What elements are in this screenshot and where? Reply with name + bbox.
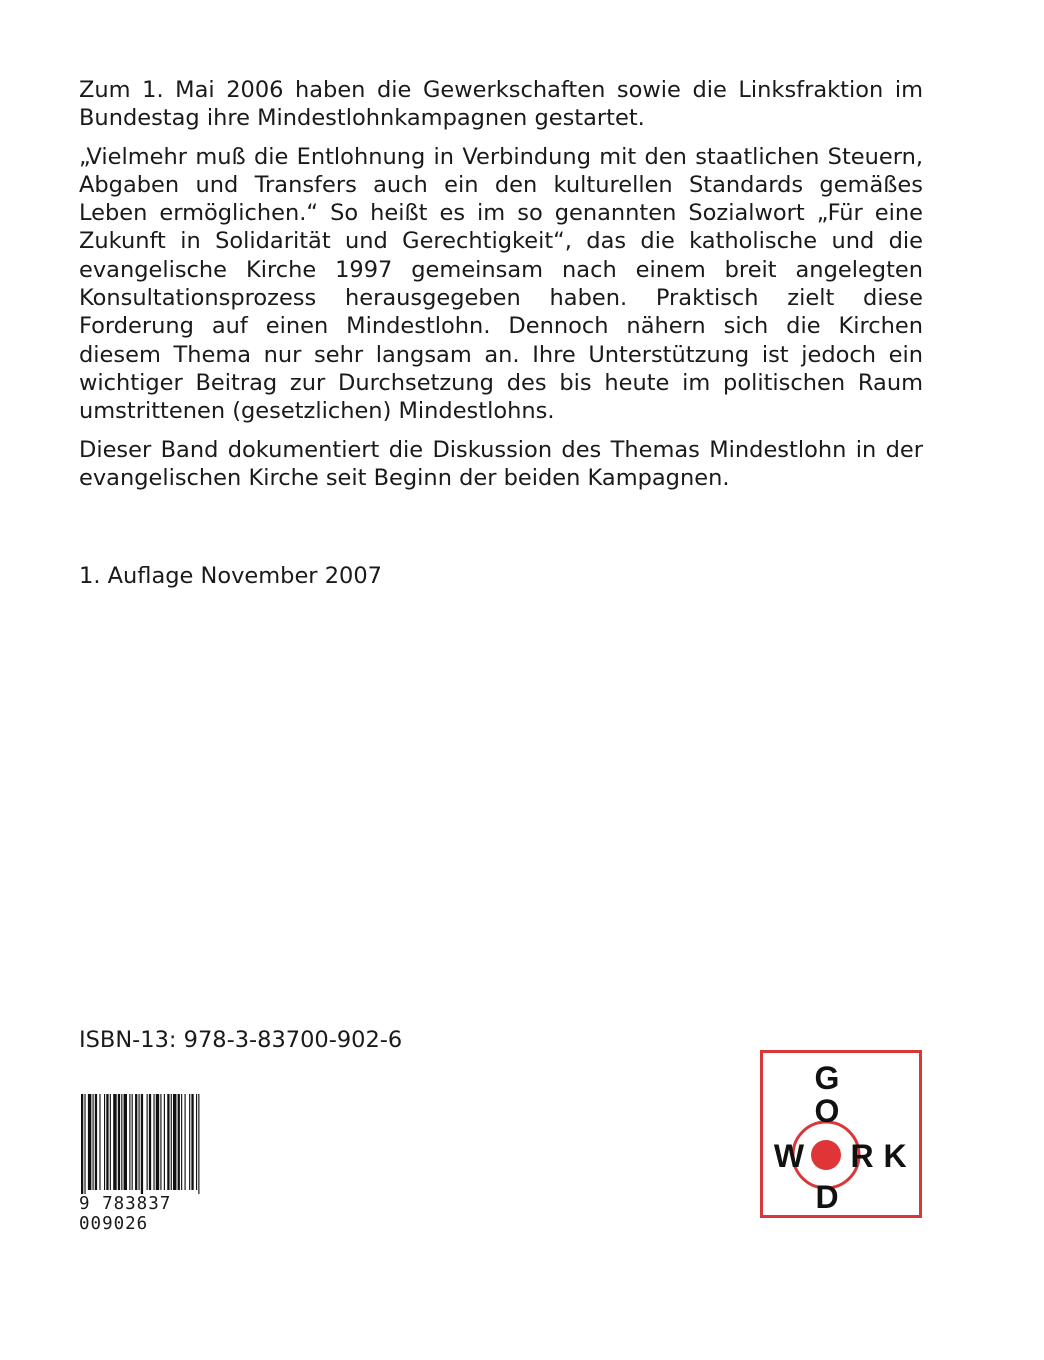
barcode-bar bbox=[118, 1094, 120, 1190]
barcode-bar bbox=[129, 1094, 130, 1190]
barcode-bars bbox=[79, 1094, 237, 1194]
barcode-bar bbox=[93, 1094, 94, 1190]
barcode-bar bbox=[84, 1094, 85, 1194]
barcode-bar bbox=[156, 1094, 159, 1190]
barcode-bar bbox=[139, 1094, 140, 1190]
barcode-bar bbox=[171, 1094, 172, 1190]
barcode-bar bbox=[106, 1094, 108, 1190]
blurb-text bbox=[79, 76, 923, 502]
barcode-bar bbox=[173, 1094, 176, 1190]
barcode-bar bbox=[149, 1094, 151, 1190]
barcode-bar bbox=[167, 1094, 169, 1190]
barcode-bar bbox=[178, 1094, 180, 1190]
barcode-bar bbox=[185, 1094, 186, 1190]
logo-frame bbox=[762, 1052, 921, 1217]
isbn-line: ISBN-13: 978-3-83700-902-6 bbox=[79, 1027, 403, 1053]
barcode-bar bbox=[181, 1094, 182, 1190]
barcode-bar bbox=[124, 1094, 127, 1190]
barcode-bar bbox=[198, 1094, 199, 1194]
barcode-bar bbox=[147, 1094, 148, 1190]
barcode-bar bbox=[135, 1094, 137, 1190]
isbn-barcode bbox=[79, 1094, 237, 1234]
logo-letter-o: O bbox=[814, 1093, 840, 1129]
barcode-bar bbox=[81, 1094, 83, 1194]
logo-letter-d: D bbox=[815, 1179, 839, 1215]
barcode-bar bbox=[99, 1094, 100, 1190]
paragraph-quote: „Vielmehr muß die Entlohnung in Verbindung mit den staatlichen Steuern, Abgaben und Transfers auch ein den kulturellen Standards gemäßes Leben ermöglichen.“ So heißt es im so genannten Sozialwort „Für eine Zukunft in Solidarität und Gerechtigkeit“, das die katholische und die evangelische Kirche 1997 gemeinsam nach einem breit angelegten Konsultationsprozess herausgegeben haben. Praktisch zielt diese Forderung auf einen Mindestlohn. Dennoch nähern sich die Kirchen diesem Thema nur sehr langsam an. Ihre Unterstützung ist jedoch ein wichtiger Beitrag zur Durchsetzung des bis heute im politischen Raum umstrittenen (gesetzlichen) Mindestlohns. bbox=[79, 143, 923, 425]
barcode-bar bbox=[196, 1094, 197, 1190]
logo-graphic bbox=[760, 1050, 922, 1218]
barcode-bar bbox=[132, 1094, 133, 1190]
barcode-bar bbox=[141, 1094, 143, 1194]
edition-line: 1. Auflage November 2007 bbox=[79, 563, 382, 589]
good-work-logo bbox=[760, 1050, 922, 1218]
barcode-bar bbox=[160, 1094, 161, 1190]
barcode-bar bbox=[113, 1094, 116, 1190]
barcode-bar bbox=[88, 1094, 91, 1190]
barcode-bar bbox=[110, 1094, 111, 1190]
barcode-bar bbox=[104, 1094, 105, 1190]
logo-letter-r: R bbox=[850, 1138, 874, 1174]
barcode-digits: 9 783837 009026 bbox=[79, 1194, 172, 1234]
barcode-bar bbox=[95, 1094, 97, 1190]
barcode-bar bbox=[189, 1094, 190, 1190]
barcode-bar bbox=[164, 1094, 165, 1190]
paragraph-intro: Zum 1. Mai 2006 haben die Gewerkschaften sowie die Linksfraktion im Bundestag ihre Mindestlohnkampagnen gestartet. bbox=[79, 77, 923, 132]
barcode-bar bbox=[191, 1094, 193, 1190]
paragraph-summary: Dieser Band dokumentiert die Diskussion des Themas Mindestlohn in der evangelischen Kirche seit Beginn der beiden Kampagnen. bbox=[79, 436, 923, 491]
logo-letter-g: G bbox=[814, 1060, 840, 1096]
barcode-bar bbox=[121, 1094, 122, 1190]
barcode-bar bbox=[153, 1094, 154, 1190]
logo-letter-w: W bbox=[773, 1138, 805, 1174]
logo-dot bbox=[811, 1140, 841, 1170]
logo-letter-k: K bbox=[883, 1138, 907, 1174]
